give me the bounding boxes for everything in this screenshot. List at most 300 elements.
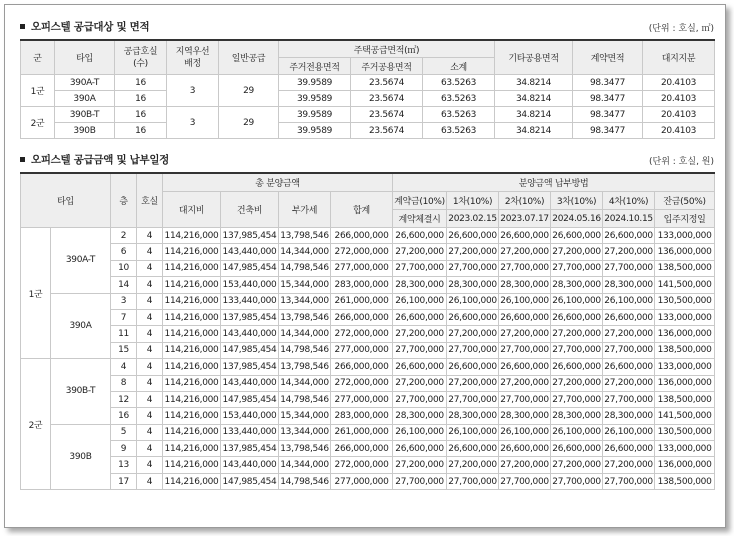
- land-cell: 114,216,000: [163, 309, 221, 325]
- floor-cell: 12: [111, 391, 137, 407]
- exclusive-cell: 39.9589: [279, 75, 351, 91]
- table-row: [21, 244, 715, 260]
- payment-cell: 26,600,000: [447, 441, 499, 457]
- floor-cell: 13: [111, 457, 137, 473]
- header-priority: 지역우선 배정: [167, 40, 219, 75]
- units-cell: 4: [137, 424, 163, 440]
- building-cell: 143,440,000: [221, 375, 279, 391]
- header-type: 타입: [21, 173, 111, 228]
- units-cell: 4: [137, 342, 163, 358]
- payment-cell: 133,000,000: [655, 228, 715, 244]
- table-row: [21, 293, 715, 309]
- units-cell: 16: [115, 123, 167, 139]
- payment-cell: 27,700,000: [447, 342, 499, 358]
- payment-cell: 26,600,000: [499, 441, 551, 457]
- payment-cell: 26,600,000: [447, 228, 499, 244]
- units-cell: 16: [115, 91, 167, 107]
- exclusive-cell: 39.9589: [279, 91, 351, 107]
- sum-cell: 283,000,000: [331, 408, 393, 424]
- payment-cell: 27,200,000: [447, 375, 499, 391]
- common-cell: 23.5674: [351, 107, 423, 123]
- units-cell: 4: [137, 457, 163, 473]
- header-total-price: 총 분양금액: [163, 173, 393, 192]
- building-cell: 133,440,000: [221, 424, 279, 440]
- common-cell: 23.5674: [351, 91, 423, 107]
- price-schedule-table: [20, 172, 715, 490]
- vat-cell: 13,798,546: [279, 228, 331, 244]
- sum-cell: 272,000,000: [331, 326, 393, 342]
- payment-cell: 138,500,000: [655, 391, 715, 407]
- table-row: [21, 342, 715, 358]
- land-cell: 114,216,000: [163, 441, 221, 457]
- payment-cell: 26,600,000: [393, 441, 447, 457]
- floor-cell: 16: [111, 408, 137, 424]
- header-pay-date: 입주지정일: [655, 210, 715, 228]
- payment-cell: 28,300,000: [447, 408, 499, 424]
- payment-cell: 27,700,000: [499, 473, 551, 489]
- priority-cell: 3: [167, 75, 219, 107]
- header-pay-date: 2023.07.17: [499, 210, 551, 228]
- land-cell: 114,216,000: [163, 228, 221, 244]
- building-cell: 133,440,000: [221, 293, 279, 309]
- section2-title-text: 오피스텔 공급금액 및 납부일정: [31, 154, 170, 166]
- building-cell: 147,985,454: [221, 342, 279, 358]
- land-cell: 114,216,000: [163, 277, 221, 293]
- payment-cell: 26,100,000: [603, 424, 655, 440]
- payment-cell: 26,600,000: [499, 359, 551, 375]
- payment-cell: 27,200,000: [551, 375, 603, 391]
- sum-cell: 266,000,000: [331, 359, 393, 375]
- header-units: 공급호실 (수): [115, 40, 167, 75]
- header-contract-area: 계약면적: [573, 40, 643, 75]
- vat-cell: 14,798,546: [279, 342, 331, 358]
- type-cell: 390A-T: [51, 228, 111, 294]
- header-pay-date: 2023.02.15: [447, 210, 499, 228]
- group-cell: 2군: [21, 107, 55, 139]
- sum-cell: 266,000,000: [331, 228, 393, 244]
- payment-cell: 27,700,000: [393, 391, 447, 407]
- common-cell: 23.5674: [351, 75, 423, 91]
- building-cell: 137,985,454: [221, 359, 279, 375]
- section2-unit: (단위 : 호실, 원): [649, 157, 714, 167]
- building-cell: 147,985,454: [221, 391, 279, 407]
- payment-cell: 27,200,000: [393, 326, 447, 342]
- payment-cell: 28,300,000: [499, 408, 551, 424]
- table-row: [21, 309, 715, 325]
- payment-cell: 26,600,000: [551, 228, 603, 244]
- exclusive-cell: 39.9589: [279, 123, 351, 139]
- payment-cell: 130,500,000: [655, 293, 715, 309]
- header-sum: 합계: [331, 192, 393, 228]
- land-cell: 114,216,000: [163, 342, 221, 358]
- units-cell: 4: [137, 244, 163, 260]
- building-cell: 153,440,000: [221, 408, 279, 424]
- header-exclusive: 주거전용면적: [279, 58, 351, 75]
- units-cell: 4: [137, 260, 163, 276]
- payment-cell: 26,600,000: [447, 309, 499, 325]
- building-cell: 153,440,000: [221, 277, 279, 293]
- payment-cell: 27,200,000: [447, 457, 499, 473]
- land-cell: 114,216,000: [163, 424, 221, 440]
- header-common: 주거공용면적: [351, 58, 423, 75]
- payment-cell: 27,700,000: [447, 473, 499, 489]
- payment-cell: 27,700,000: [603, 473, 655, 489]
- header-building: 건축비: [221, 192, 279, 228]
- land-cell: 20.4103: [643, 91, 715, 107]
- contract-cell: 98.3477: [573, 75, 643, 91]
- floor-cell: 8: [111, 375, 137, 391]
- section1-title-text: 오피스텔 공급대상 및 면적: [31, 21, 150, 33]
- payment-cell: 26,600,000: [499, 309, 551, 325]
- land-cell: 114,216,000: [163, 391, 221, 407]
- units-cell: 4: [137, 309, 163, 325]
- header-group: 군: [21, 40, 55, 75]
- sum-cell: 277,000,000: [331, 473, 393, 489]
- building-cell: 137,985,454: [221, 309, 279, 325]
- vat-cell: 15,344,000: [279, 277, 331, 293]
- payment-cell: 138,500,000: [655, 342, 715, 358]
- payment-cell: 28,300,000: [499, 277, 551, 293]
- type-cell: 390A: [55, 91, 115, 107]
- payment-cell: 26,100,000: [551, 424, 603, 440]
- land-cell: 114,216,000: [163, 457, 221, 473]
- table-row: [21, 424, 715, 440]
- payment-cell: 133,000,000: [655, 359, 715, 375]
- payment-cell: 133,000,000: [655, 309, 715, 325]
- units-cell: 4: [137, 391, 163, 407]
- section2-title: [20, 152, 169, 167]
- contract-cell: 98.3477: [573, 123, 643, 139]
- units-cell: 16: [115, 107, 167, 123]
- payment-cell: 27,200,000: [499, 375, 551, 391]
- units-cell: 4: [137, 359, 163, 375]
- payment-cell: 27,700,000: [447, 391, 499, 407]
- header-pay-date: 2024.10.15: [603, 210, 655, 228]
- payment-cell: 26,100,000: [603, 293, 655, 309]
- land-cell: 20.4103: [643, 107, 715, 123]
- land-cell: 114,216,000: [163, 260, 221, 276]
- other-cell: 34.8214: [495, 123, 573, 139]
- payment-cell: 27,200,000: [393, 244, 447, 260]
- bullet-square-icon: [20, 24, 25, 29]
- building-cell: 147,985,454: [221, 473, 279, 489]
- general-cell: 29: [219, 107, 279, 139]
- vat-cell: 15,344,000: [279, 408, 331, 424]
- section1-title: [20, 19, 149, 34]
- payment-cell: 26,600,000: [393, 359, 447, 375]
- floor-cell: 7: [111, 309, 137, 325]
- payment-cell: 28,300,000: [393, 408, 447, 424]
- table-row: [21, 228, 715, 244]
- subtotal-cell: 63.5263: [423, 107, 495, 123]
- payment-cell: 27,200,000: [447, 244, 499, 260]
- bullet-square-icon: [20, 157, 25, 162]
- payment-cell: 26,600,000: [551, 441, 603, 457]
- vat-cell: 13,798,546: [279, 359, 331, 375]
- floor-cell: 2: [111, 228, 137, 244]
- units-cell: 4: [137, 326, 163, 342]
- header-pay-label: 4차(10%): [603, 192, 655, 210]
- payment-cell: 27,700,000: [551, 260, 603, 276]
- payment-cell: 26,600,000: [551, 309, 603, 325]
- payment-cell: 28,300,000: [393, 277, 447, 293]
- type-cell: 390B-T: [51, 359, 111, 425]
- payment-cell: 136,000,000: [655, 244, 715, 260]
- payment-cell: 28,300,000: [551, 277, 603, 293]
- group-cell: 1군: [21, 228, 51, 359]
- price-schedule-body: [21, 228, 715, 490]
- type-cell: 390B-T: [55, 107, 115, 123]
- subtotal-cell: 63.5263: [423, 75, 495, 91]
- table-row: [21, 457, 715, 473]
- sum-cell: 261,000,000: [331, 424, 393, 440]
- payment-cell: 130,500,000: [655, 424, 715, 440]
- payment-cell: 26,600,000: [603, 359, 655, 375]
- vat-cell: 13,344,000: [279, 424, 331, 440]
- units-cell: 4: [137, 375, 163, 391]
- payment-cell: 26,600,000: [393, 228, 447, 244]
- sum-cell: 266,000,000: [331, 309, 393, 325]
- payment-cell: 27,200,000: [447, 326, 499, 342]
- payment-cell: 27,200,000: [603, 457, 655, 473]
- vat-cell: 13,798,546: [279, 309, 331, 325]
- building-cell: 137,985,454: [221, 441, 279, 457]
- payment-cell: 28,300,000: [447, 277, 499, 293]
- other-cell: 34.8214: [495, 107, 573, 123]
- other-cell: 34.8214: [495, 75, 573, 91]
- subtotal-cell: 63.5263: [423, 123, 495, 139]
- header-land-share: 대지지분: [643, 40, 715, 75]
- floor-cell: 9: [111, 441, 137, 457]
- supply-area-body: [21, 75, 715, 139]
- land-cell: 20.4103: [643, 75, 715, 91]
- payment-cell: 133,000,000: [655, 441, 715, 457]
- general-cell: 29: [219, 75, 279, 107]
- header-other-common: 기타공용면적: [495, 40, 573, 75]
- payment-cell: 26,600,000: [603, 441, 655, 457]
- header-housing-area: 주택공급면적(㎡): [279, 40, 495, 58]
- header-general: 일반공급: [219, 40, 279, 75]
- header-land: 대지비: [163, 192, 221, 228]
- sum-cell: 272,000,000: [331, 244, 393, 260]
- table-row: [21, 277, 715, 293]
- payment-cell: 26,100,000: [393, 293, 447, 309]
- payment-cell: 26,100,000: [447, 424, 499, 440]
- sum-cell: 277,000,000: [331, 260, 393, 276]
- floor-cell: 15: [111, 342, 137, 358]
- supply-area-table: [20, 39, 715, 139]
- type-cell: 390B: [55, 123, 115, 139]
- payment-cell: 27,200,000: [499, 457, 551, 473]
- land-cell: 20.4103: [643, 123, 715, 139]
- header-pay-date: 2024.05.16: [551, 210, 603, 228]
- table-row: [21, 441, 715, 457]
- sum-cell: 266,000,000: [331, 441, 393, 457]
- building-cell: 147,985,454: [221, 260, 279, 276]
- header-payment: 분양금액 납부방법: [393, 173, 715, 192]
- land-cell: 114,216,000: [163, 293, 221, 309]
- table-row: [21, 375, 715, 391]
- units-cell: 16: [115, 75, 167, 91]
- table-row: [21, 75, 715, 91]
- header-pay-label: 계약금(10%): [393, 192, 447, 210]
- floor-cell: 4: [111, 359, 137, 375]
- table-row: [21, 473, 715, 489]
- land-cell: 114,216,000: [163, 473, 221, 489]
- floor-cell: 17: [111, 473, 137, 489]
- sum-cell: 272,000,000: [331, 375, 393, 391]
- payment-cell: 27,700,000: [603, 260, 655, 276]
- payment-cell: 26,100,000: [499, 293, 551, 309]
- payment-cell: 27,200,000: [551, 244, 603, 260]
- vat-cell: 14,344,000: [279, 457, 331, 473]
- priority-cell: 3: [167, 107, 219, 139]
- payment-cell: 27,700,000: [551, 342, 603, 358]
- payment-cell: 141,500,000: [655, 277, 715, 293]
- units-cell: 4: [137, 293, 163, 309]
- payment-cell: 27,700,000: [603, 342, 655, 358]
- building-cell: 143,440,000: [221, 457, 279, 473]
- payment-cell: 28,300,000: [603, 277, 655, 293]
- subtotal-cell: 63.5263: [423, 91, 495, 107]
- group-cell: 2군: [21, 359, 51, 490]
- payment-cell: 27,200,000: [603, 375, 655, 391]
- building-cell: 143,440,000: [221, 326, 279, 342]
- header-floor: 층: [111, 173, 137, 228]
- payment-cell: 27,700,000: [551, 473, 603, 489]
- type-cell: 390B: [51, 424, 111, 490]
- payment-cell: 26,600,000: [393, 309, 447, 325]
- payment-cell: 27,700,000: [603, 391, 655, 407]
- type-cell: 390A: [51, 293, 111, 359]
- group-cell: 1군: [21, 75, 55, 107]
- header-pay-date: 계약체결시: [393, 210, 447, 228]
- exclusive-cell: 39.9589: [279, 107, 351, 123]
- floor-cell: 14: [111, 277, 137, 293]
- header-subtotal: 소계: [423, 58, 495, 75]
- floor-cell: 11: [111, 326, 137, 342]
- vat-cell: 14,344,000: [279, 375, 331, 391]
- payment-cell: 27,200,000: [603, 244, 655, 260]
- table-row: [21, 391, 715, 407]
- land-cell: 114,216,000: [163, 375, 221, 391]
- sum-cell: 277,000,000: [331, 391, 393, 407]
- vat-cell: 13,344,000: [279, 293, 331, 309]
- payment-cell: 27,200,000: [551, 326, 603, 342]
- payment-cell: 136,000,000: [655, 326, 715, 342]
- building-cell: 143,440,000: [221, 244, 279, 260]
- other-cell: 34.8214: [495, 91, 573, 107]
- vat-cell: 13,798,546: [279, 441, 331, 457]
- units-cell: 4: [137, 277, 163, 293]
- table-row: [21, 260, 715, 276]
- vat-cell: 14,798,546: [279, 260, 331, 276]
- sum-cell: 261,000,000: [331, 293, 393, 309]
- units-cell: 4: [137, 228, 163, 244]
- payment-cell: 26,600,000: [499, 228, 551, 244]
- land-cell: 114,216,000: [163, 326, 221, 342]
- table-row: [21, 326, 715, 342]
- payment-cell: 27,700,000: [393, 342, 447, 358]
- payment-cell: 26,100,000: [447, 293, 499, 309]
- units-cell: 4: [137, 441, 163, 457]
- floor-cell: 5: [111, 424, 137, 440]
- payment-cell: 27,200,000: [551, 457, 603, 473]
- payment-cell: 26,600,000: [447, 359, 499, 375]
- sum-cell: 272,000,000: [331, 457, 393, 473]
- contract-cell: 98.3477: [573, 91, 643, 107]
- land-cell: 114,216,000: [163, 408, 221, 424]
- units-cell: 4: [137, 473, 163, 489]
- table-row: [21, 123, 715, 139]
- header-type: 타입: [55, 40, 115, 75]
- floor-cell: 3: [111, 293, 137, 309]
- payment-cell: 138,500,000: [655, 473, 715, 489]
- table-row: [21, 359, 715, 375]
- units-cell: 4: [137, 408, 163, 424]
- vat-cell: 14,344,000: [279, 244, 331, 260]
- payment-cell: 28,300,000: [551, 408, 603, 424]
- payment-cell: 136,000,000: [655, 457, 715, 473]
- payment-cell: 27,200,000: [393, 457, 447, 473]
- vat-cell: 14,798,546: [279, 473, 331, 489]
- payment-cell: 27,700,000: [393, 260, 447, 276]
- payment-cell: 138,500,000: [655, 260, 715, 276]
- payment-cell: 136,000,000: [655, 375, 715, 391]
- payment-cell: 26,100,000: [499, 424, 551, 440]
- payment-cell: 28,300,000: [603, 408, 655, 424]
- payment-cell: 141,500,000: [655, 408, 715, 424]
- land-cell: 114,216,000: [163, 359, 221, 375]
- vat-cell: 14,344,000: [279, 326, 331, 342]
- payment-cell: 27,700,000: [447, 260, 499, 276]
- payment-cell: 27,700,000: [393, 473, 447, 489]
- floor-cell: 10: [111, 260, 137, 276]
- header-pay-label: 1차(10%): [447, 192, 499, 210]
- payment-cell: 27,700,000: [499, 391, 551, 407]
- payment-cell: 27,700,000: [551, 391, 603, 407]
- payment-cell: 26,600,000: [603, 309, 655, 325]
- sum-cell: 283,000,000: [331, 277, 393, 293]
- building-cell: 137,985,454: [221, 228, 279, 244]
- header-units: 호실: [137, 173, 163, 228]
- payment-cell: 26,100,000: [393, 424, 447, 440]
- table-row: [21, 408, 715, 424]
- floor-cell: 6: [111, 244, 137, 260]
- table-row: [21, 91, 715, 107]
- payment-cell: 27,200,000: [393, 375, 447, 391]
- land-cell: 114,216,000: [163, 244, 221, 260]
- payment-cell: 26,600,000: [551, 359, 603, 375]
- header-pay-label: 2차(10%): [499, 192, 551, 210]
- vat-cell: 14,798,546: [279, 391, 331, 407]
- payment-cell: 27,200,000: [499, 244, 551, 260]
- payment-cell: 27,700,000: [499, 260, 551, 276]
- payment-cell: 27,200,000: [603, 326, 655, 342]
- payment-cell: 26,600,000: [603, 228, 655, 244]
- payment-cell: 27,200,000: [499, 326, 551, 342]
- header-pay-label: 잔금(50%): [655, 192, 715, 210]
- type-cell: 390A-T: [55, 75, 115, 91]
- header-vat: 부가세: [279, 192, 331, 228]
- payment-cell: 26,100,000: [551, 293, 603, 309]
- common-cell: 23.5674: [351, 123, 423, 139]
- table-row: [21, 107, 715, 123]
- sum-cell: 277,000,000: [331, 342, 393, 358]
- contract-cell: 98.3477: [573, 107, 643, 123]
- section1-unit: (단위 : 호실, ㎡): [648, 24, 714, 34]
- header-pay-label: 3차(10%): [551, 192, 603, 210]
